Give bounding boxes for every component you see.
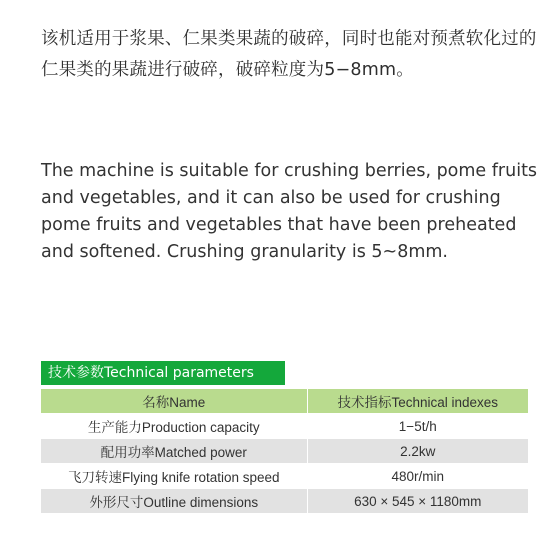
param-value-cell: 1−5t/h [308,414,528,439]
param-value-cell: 630 × 545 × 1180mm [308,489,528,514]
param-name-cell: 飞刀转速Flying knife rotation speed [41,464,308,489]
table-row [41,464,528,489]
parameters-table [41,389,528,514]
english-description: The machine is suitable for crushing berries, pome fruits and vegetables, and it can also be used for crushing pome fruits and vegetables that have been preheated and softened. Crushing granularity is 5~8mm. [41,161,538,262]
table-row [41,439,528,464]
chinese-description: 该机适用于浆果、仁果类果蔬的破碎，同时也能对预煮软化过的仁果类的果蔬进行破碎，破碎粒度为5−8mm。 [41,29,537,80]
column-header-indexes: 技术指标Technical indexes [308,389,528,414]
param-name-cell: 配用功率Matched power [41,439,308,464]
param-value-cell: 480r/min [308,464,528,489]
table-row [41,414,528,439]
table-header-row [41,389,528,414]
param-name-cell: 外形尺寸Outline dimensions [41,489,308,514]
parameters-title: 技术参数Technical parameters [41,361,285,385]
table-row [41,489,528,514]
param-name-cell: 生产能力Production capacity [41,414,308,439]
param-value-cell: 2.2kw [308,439,528,464]
column-header-name: 名称Name [41,389,308,414]
